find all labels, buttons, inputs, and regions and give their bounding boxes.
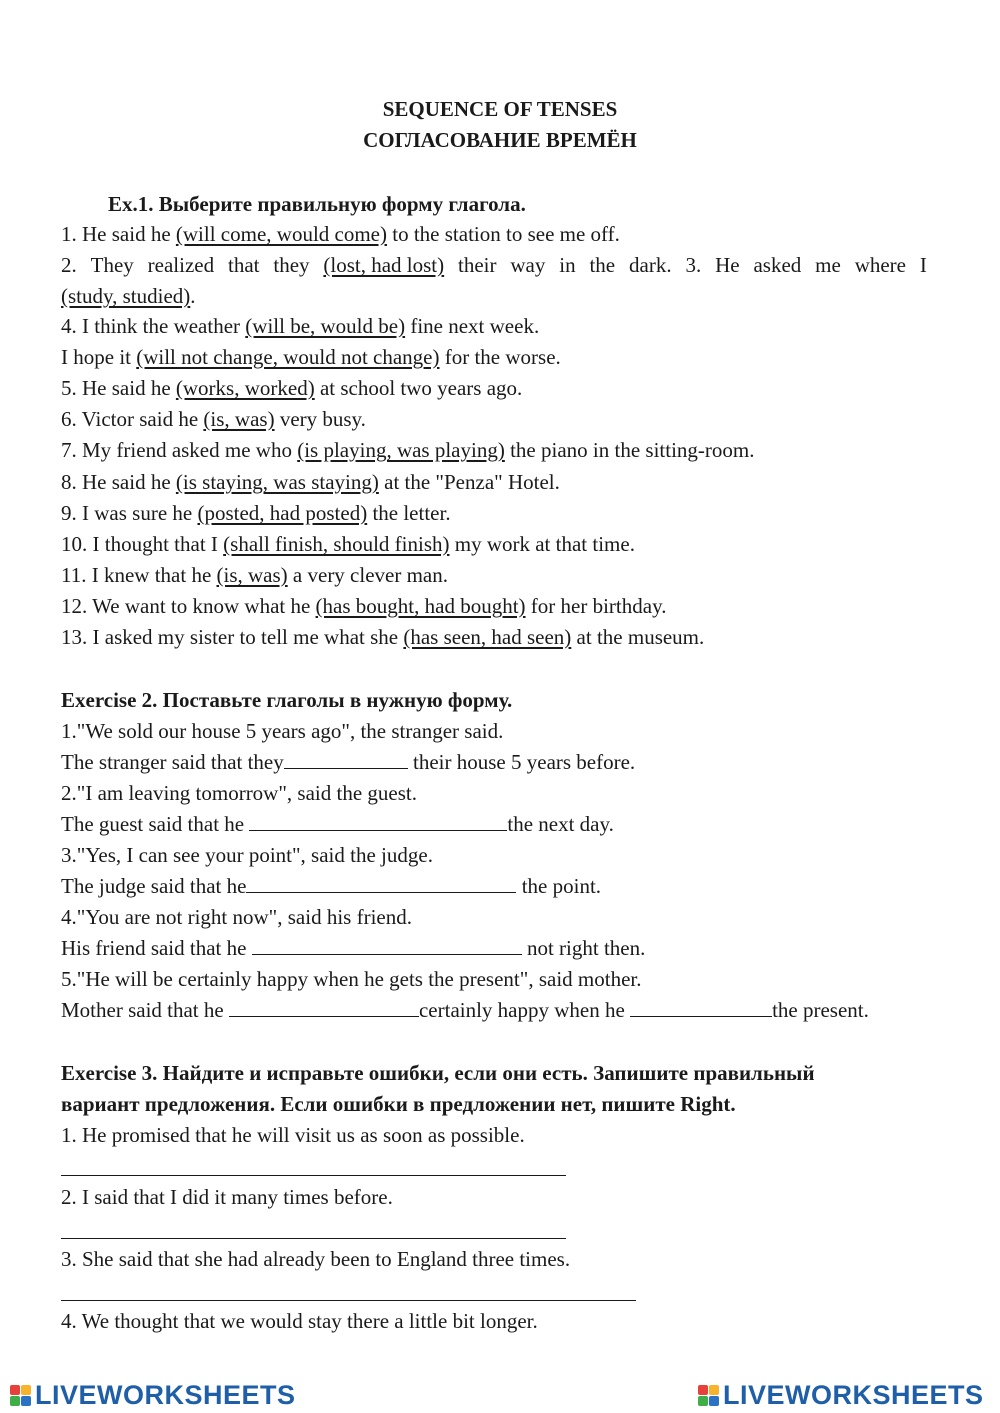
ex2-quote: 5."He will be certainly happy when he gets the present", said mother. (61, 967, 642, 991)
ex1-item-cont: (study, studied). (61, 284, 196, 308)
logo-square (709, 1385, 719, 1395)
answer-line[interactable] (61, 1238, 566, 1239)
logo-text: LIVEWORKSHEETS (723, 1380, 984, 1410)
answer-option[interactable]: (is, was) (216, 563, 288, 587)
answer-blank[interactable] (630, 998, 772, 1017)
ex1-item: 4. I think the weather (will be, would be) fine next week. (61, 314, 540, 338)
answer-blank[interactable] (252, 936, 522, 955)
ex3-item: 4. We thought that we would stay there a little bit longer. (61, 1309, 538, 1333)
answer-option[interactable]: (works, worked) (175, 376, 315, 400)
ex3-heading-cont: вариант предложения. Если ошибки в предложении нет, пишите Right. (61, 1092, 736, 1116)
ex1-heading: Ex.1. Выберите правильную форму глагола. (108, 192, 526, 216)
ex1-item: 1. He said he (will come, would come) to the station to see me off. (61, 222, 620, 246)
ex2-quote: 1."We sold our house 5 years ago", the stranger said. (61, 719, 504, 743)
ex3-item: 1. He promised that he will visit us as soon as possible. (61, 1123, 525, 1147)
answer-blank[interactable] (284, 750, 408, 769)
liveworksheets-logo-right (698, 1380, 984, 1411)
ex2-quote: 3."Yes, I can see your point", said the judge. (61, 843, 433, 867)
ex2-quote: 4."You are not right now", said his friend. (61, 905, 412, 929)
answer-option[interactable]: (has seen, had seen) (403, 625, 572, 649)
ex3-heading: Exercise 3. Найдите и исправьте ошибки, если они есть. Запишите правильный (61, 1061, 815, 1085)
answer-option[interactable]: (is staying, was staying) (175, 470, 379, 494)
ex2-answer-line: His friend said that he not right then. (61, 936, 646, 960)
logo-square (10, 1396, 20, 1406)
answer-option[interactable]: (is playing, was playing) (297, 438, 505, 462)
ex3-item: 2. I said that I did it many times before. (61, 1185, 393, 1209)
ex2-answer-line: The guest said that he the next day. (61, 812, 614, 836)
answer-option[interactable]: (shall finish, should finish) (223, 532, 450, 556)
logo-square (698, 1385, 708, 1395)
logo-square (709, 1396, 719, 1406)
ex1-item: I hope it (will not change, would not change) for the worse. (61, 345, 561, 369)
answer-option[interactable]: (will come, would come) (175, 222, 387, 246)
ex1-item: 11. I knew that he (is, was) a very clever man. (61, 563, 449, 587)
logo-square (21, 1385, 31, 1395)
ex1-item: 7. My friend asked me who (is playing, was playing) the piano in the sitting-room. (61, 438, 755, 462)
answer-line[interactable] (61, 1300, 636, 1301)
ex1-item: 6. Victor said he (is, was) very busy. (61, 407, 366, 431)
logo-text: LIVEWORKSHEETS (35, 1380, 296, 1410)
answer-blank[interactable] (229, 998, 419, 1017)
logo-mark-icon (10, 1385, 31, 1406)
ex2-heading: Exercise 2. Поставьте глаголы в нужную форму. (61, 688, 513, 712)
answer-blank[interactable] (249, 812, 507, 831)
ex2-answer-line: The stranger said that they their house 5 years before. (61, 750, 636, 774)
ex3-item: 3. She said that she had already been to England three times. (61, 1247, 571, 1271)
ex1-item: 13. I asked my sister to tell me what she (has seen, had seen) at the museum. (61, 625, 705, 649)
ex1-item: 8. He said he (is staying, was staying) at the "Penza" Hotel. (61, 470, 560, 494)
ex1-item: 12. We want to know what he (has bought, had bought) for her birthday. (61, 594, 667, 618)
answer-option[interactable]: (will not change, would not change) (136, 345, 440, 369)
ex1-item: 5. He said he (works, worked) at school two years ago. (61, 376, 523, 400)
page-title: SEQUENCE OF TENSES (382, 97, 618, 121)
logo-square (698, 1396, 708, 1406)
logo-square (10, 1385, 20, 1395)
answer-blank[interactable] (246, 874, 516, 893)
answer-option[interactable]: (will be, would be) (245, 314, 406, 338)
ex1-item: 9. I was sure he (posted, had posted) the letter. (61, 501, 451, 525)
ex2-answer-line: The judge said that he the point. (61, 874, 602, 898)
liveworksheets-logo-left (10, 1380, 296, 1411)
logo-square (21, 1396, 31, 1406)
logo-mark-icon (698, 1385, 719, 1406)
page-subtitle: СОГЛАСОВАНИЕ ВРЕМЁН (363, 128, 637, 152)
answer-option[interactable]: (study, studied) (61, 284, 191, 308)
answer-line[interactable] (61, 1175, 566, 1176)
ex1-item: 10. I thought that I (shall finish, should finish) my work at that time. (61, 532, 635, 556)
ex2-answer-line: Mother said that he certainly happy when he the present. (61, 998, 869, 1022)
ex1-item-justified: 2. They realized that they (lost, had lost) their way in the dark. 3. He asked me where I (61, 253, 927, 277)
answer-option[interactable]: (is, was) (203, 407, 275, 431)
answer-option[interactable]: (lost, had lost) (323, 253, 445, 277)
answer-option[interactable]: (has bought, had bought) (315, 594, 526, 618)
ex2-quote: 2."I am leaving tomorrow", said the guest. (61, 781, 417, 805)
answer-option[interactable]: (posted, had posted) (197, 501, 368, 525)
